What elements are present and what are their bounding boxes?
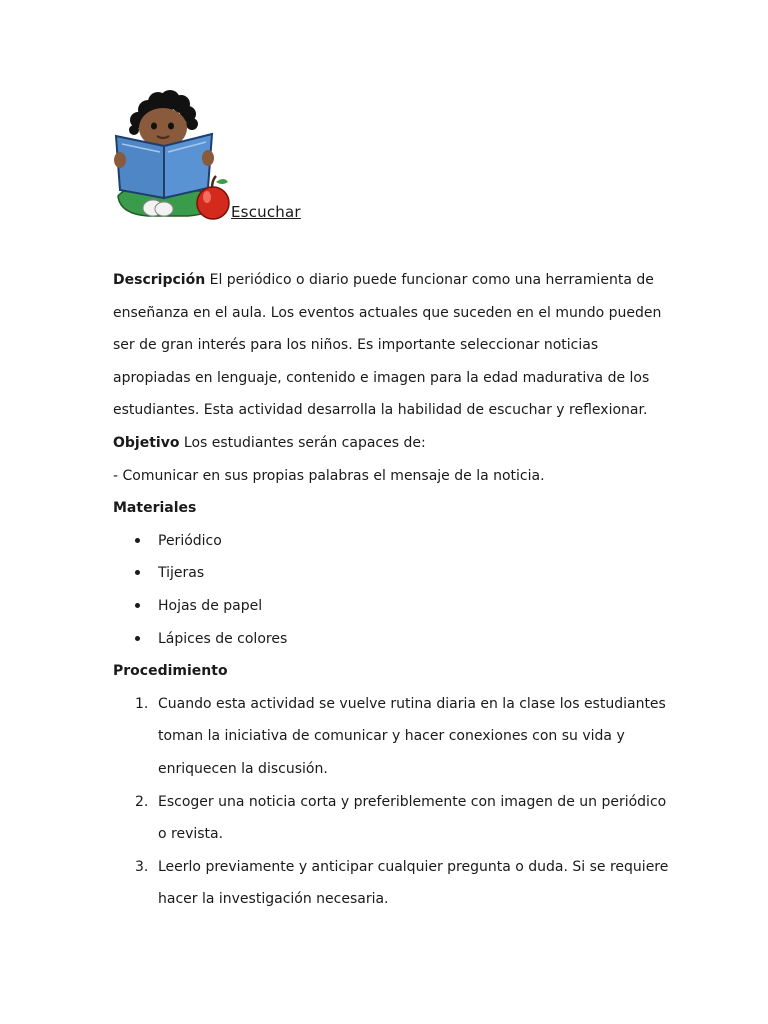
list-item-text: Hojas de papel bbox=[158, 597, 263, 614]
step-text: Leerlo previamente y anticipar cualquier pregunta o duda. Si se requiere hacer la investigación necesaria. bbox=[158, 858, 669, 908]
descripcion-paragraph bbox=[113, 264, 673, 427]
step-text: Cuando esta actividad se vuelve rutina diaria en la clase los estudiantes toman la iniciativa de comunicar y hacer conexiones con su vida y enriquecen la discusión. bbox=[158, 695, 666, 777]
objetivo-text: Los estudiantes serán capaces de: bbox=[183, 434, 426, 451]
list-item-text: Lápices de colores bbox=[158, 630, 288, 647]
bullet-icon bbox=[135, 538, 140, 543]
list-item bbox=[113, 623, 673, 656]
bullet-icon bbox=[135, 603, 140, 608]
list-item bbox=[113, 525, 673, 558]
child-reading-illustration bbox=[108, 88, 233, 223]
procedimiento-label: Procedimiento bbox=[113, 663, 228, 680]
bullet-icon bbox=[135, 570, 140, 575]
materiales-list bbox=[113, 525, 673, 655]
document-body bbox=[113, 264, 673, 916]
objetivo-detail: - Comunicar en sus propias palabras el mensaje de la noticia. bbox=[113, 467, 545, 484]
list-item bbox=[113, 851, 673, 916]
step-text: Escoger una noticia corta y preferiblemente con imagen de un periódico o revista. bbox=[158, 793, 667, 843]
descripcion-text: El periódico o diario puede funcionar como una herramienta de enseñanza en el aula. Los eventos actuales que suceden en el mundo pueden ser de gran interés para los niños. Es importante seleccionar noticias apropiadas en lenguaje, contenido e imagen para la edad madurativa de los estudiantes. Esta actividad desarrolla la habilidad de escuchar y reflexionar. bbox=[113, 272, 662, 419]
list-item-text: Periódico bbox=[158, 532, 222, 549]
objetivo-label: Objetivo bbox=[113, 434, 180, 451]
step-number: 3. bbox=[135, 858, 149, 875]
document-title: Escuchar bbox=[231, 203, 301, 221]
list-item bbox=[113, 590, 673, 623]
bullet-icon bbox=[135, 636, 140, 641]
list-item bbox=[113, 688, 673, 786]
list-item-text: Tijeras bbox=[158, 565, 205, 582]
step-number: 2. bbox=[135, 793, 149, 810]
list-item bbox=[113, 557, 673, 590]
list-item bbox=[113, 786, 673, 851]
objetivo-paragraph bbox=[113, 427, 673, 460]
descripcion-label: Descripción bbox=[113, 272, 206, 288]
procedimiento-list bbox=[113, 688, 673, 916]
step-number: 1. bbox=[135, 695, 149, 712]
materiales-label: Materiales bbox=[113, 500, 197, 517]
